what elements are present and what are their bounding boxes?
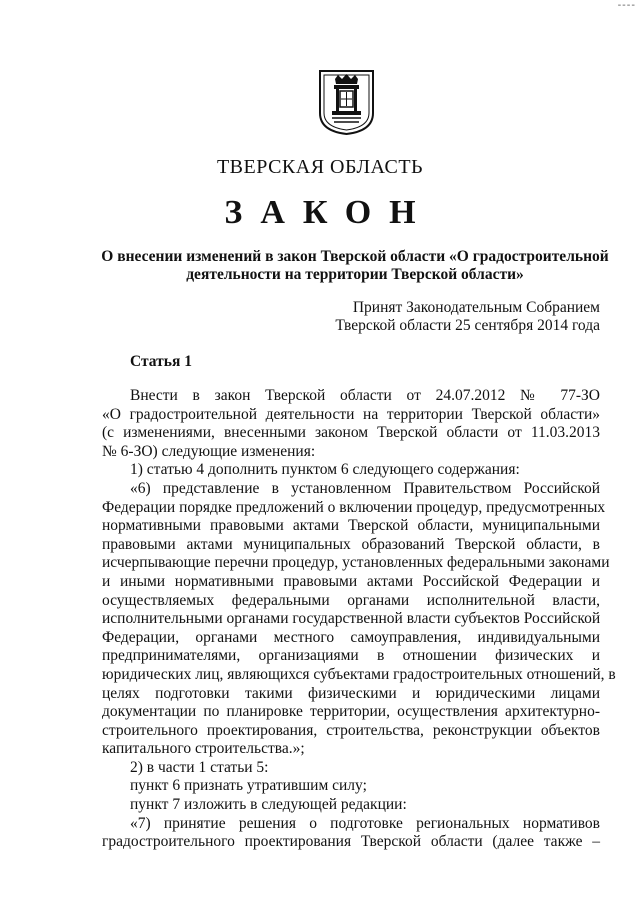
body-line: № 6-ЗО) следующие изменения: (102, 442, 316, 460)
body-line: Федерации порядке предложений о включении процедур, предусмотренных (102, 498, 606, 516)
region-title: ТВЕРСКАЯ ОБЛАСТЬ (216, 156, 424, 178)
body-line: Внести в закон Тверской области от 24.07.2012 № 77-ЗО (130, 387, 600, 404)
body-line: пункт 6 признать утратившим силу; (130, 777, 367, 795)
document-type-title: ЗАКОН (224, 194, 434, 231)
law-subtitle (100, 248, 610, 284)
article-body (102, 387, 616, 852)
body-line: нормативными правовыми актами Тверской области, муниципальными (102, 517, 600, 535)
body-line: «6) представление в установленном Правительством Российской (130, 479, 600, 497)
body-line: «О градостроительной деятельности на территории Тверской области» (102, 405, 600, 423)
body-line: 2) в части 1 статьи 5: (130, 758, 269, 776)
body-line: юридических лиц, являющихся субъектами градостроительных отношений, в (102, 665, 616, 683)
body-line: исполнительными органами государственной власти субъектов Российской (102, 610, 601, 628)
body-line: правовыми актами муниципальных образований Тверской области, в (102, 535, 600, 553)
adoption-note (335, 299, 600, 335)
body-line: исчерпывающие перечни процедур, установленных федеральными законами (102, 554, 610, 572)
body-line: (с изменениями, внесенными законом Тверской области от 11.03.2013 (102, 424, 600, 442)
body-line: «7) принятие решения о подготовке региональных нормативов (130, 814, 600, 832)
adoption-line: Принят Законодательным Собранием (352, 299, 600, 316)
body-line: пункт 7 изложить в следующей редакции: (130, 796, 407, 814)
body-line: капитального строительства.»; (102, 740, 305, 758)
body-line: предпринимателями, организациями в отношении физических и (102, 647, 600, 665)
body-line: документации по планировке территории, осуществления архитектурно- (102, 703, 600, 721)
body-line: градостроительного проектирования Тверской области (далее также – (102, 833, 600, 851)
corner-mark: ---- (617, 0, 636, 11)
body-line: строительного проектирования, строительства, реконструкции объектов (102, 721, 600, 739)
coat-of-arms-icon (318, 69, 375, 136)
subtitle-line: О внесении изменений в закон Тверской области «О градостроительной (101, 248, 609, 265)
body-line: 1) статью 4 дополнить пунктом 6 следующего содержания: (130, 461, 520, 479)
article-heading: Статья 1 (130, 353, 192, 370)
body-line: целях подготовки такими физическими и юридическими лицами (102, 684, 600, 702)
subtitle-line: деятельности на территории Тверской области» (186, 266, 524, 283)
body-line: Федерации, органами местного самоуправления, индивидуальными (102, 628, 600, 646)
body-line: осуществляемых федеральными органами исполнительной власти, (102, 591, 600, 609)
body-line: и иными нормативными правовыми актами Российской Федерации и (102, 572, 600, 590)
adoption-line: Тверской области 25 сентября 2014 года (335, 317, 600, 334)
